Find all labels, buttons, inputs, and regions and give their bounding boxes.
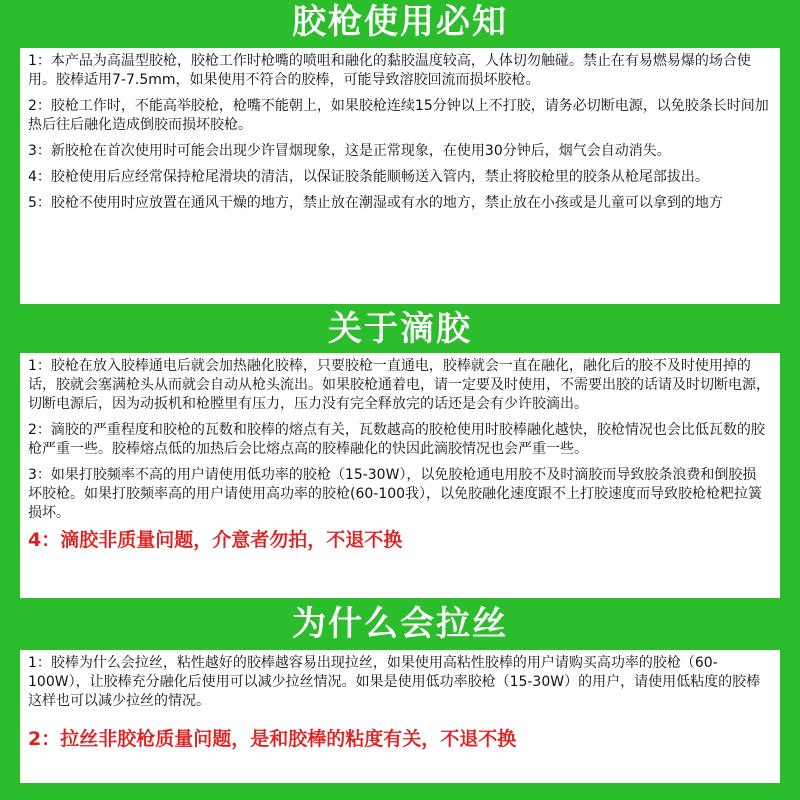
stringing-warning: 2：拉丝非胶枪质量问题，是和胶棒的粘度有关，不退不换 [28, 728, 517, 750]
usage-note-5: 5：胶枪不使用时应放置在通风干燥的地方，禁止放在潮湿或有水的地方，禁止放在小孩或是儿童可以拿到的地方 [28, 195, 723, 211]
usage-note-4: 4：胶枪使用后应经常保持枪尾滑块的清洁，以保证胶条能顺畅送入管内，禁止将胶枪里的胶条从枪尾部拔出。 [28, 169, 709, 185]
section-title-dripping: 关于滴胶 [328, 309, 472, 349]
usage-note-2: 2：胶枪工作时，不能高举胶枪，枪嘴不能朝上，如果胶枪连续15分钟以上不打胶，请务必切断电源，以免胶条长时间加热后往后融化造成倒胶而损坏胶枪。 [28, 98, 769, 133]
usage-notes-panel [20, 48, 780, 304]
stringing-notes-panel [20, 650, 780, 783]
dripping-note-1: 1：胶枪在放入胶棒通电后就会加热融化胶棒，只要胶枪一直通电，胶棒就会一直在融化，融化后的胶不及时使用掉的话，胶就会塞满枪头从而就会自动从枪头流出。如果胶枪通着电，请一定要及时使用，不需要出胶的话请及时切断电源，切断电源后，因为动扳机和枪膛里有压力，压力没有完全释放完的话还是会有少许胶滴出。 [28, 358, 770, 412]
section-title-usage: 胶枪使用必知 [292, 2, 508, 42]
dripping-warning: 4：滴胶非质量问题，介意者勿拍，不退不换 [28, 529, 403, 551]
usage-note-3: 3：新胶枪在首次使用时可能会出现少许冒烟现象，这是正常现象，在使用30分钟后，烟气会自动消失。 [28, 143, 671, 159]
usage-note-1: 1：本产品为高温型胶枪，胶枪工作时枪嘴的喷咀和融化的黏胶温度较高，人体切勿触碰。禁止在有易燃易爆的场合使用。胶棒适用7-7.5mm，如果使用不符合的胶棒，可能导致溶胶回流而损坏胶枪。 [28, 53, 751, 88]
dripping-note-3: 3：如果打胶频率不高的用户请使用低功率的胶枪（15-30W），以免胶枪通电用胶不及时滴胶而导致胶条浪费和倒胶损坏胶枪。如果打胶频率高的用户请使用高功率的胶枪(60-100我），以免胶融化速度跟不上打胶速度而导致胶枪枪粑拉簧损坏。 [28, 467, 763, 521]
section-title-stringing: 为什么会拉丝 [292, 604, 508, 644]
dripping-note-2: 2：滴胶的严重程度和胶枪的瓦数和胶棒的熔点有关，瓦数越高的胶枪使用时胶棒融化越快，胶枪情况也会比低瓦数的胶枪严重一些。胶棒熔点低的加热后会比熔点高的胶棒融化的快因此滴胶情况也会严重一些。 [28, 422, 765, 457]
dripping-notes-panel [20, 353, 780, 598]
stringing-note-1: 1：胶棒为什么会拉丝，粘性越好的胶棒越容易出现拉丝，如果使用高粘性胶棒的用户请购买高功率的胶枪（60-100W），让胶棒充分融化后使用可以减少拉丝情况。如果是使用低功率胶枪（15-30W）的用户，请使用低粘度的胶棒这样也可以减少拉丝的情况。 [28, 655, 761, 709]
